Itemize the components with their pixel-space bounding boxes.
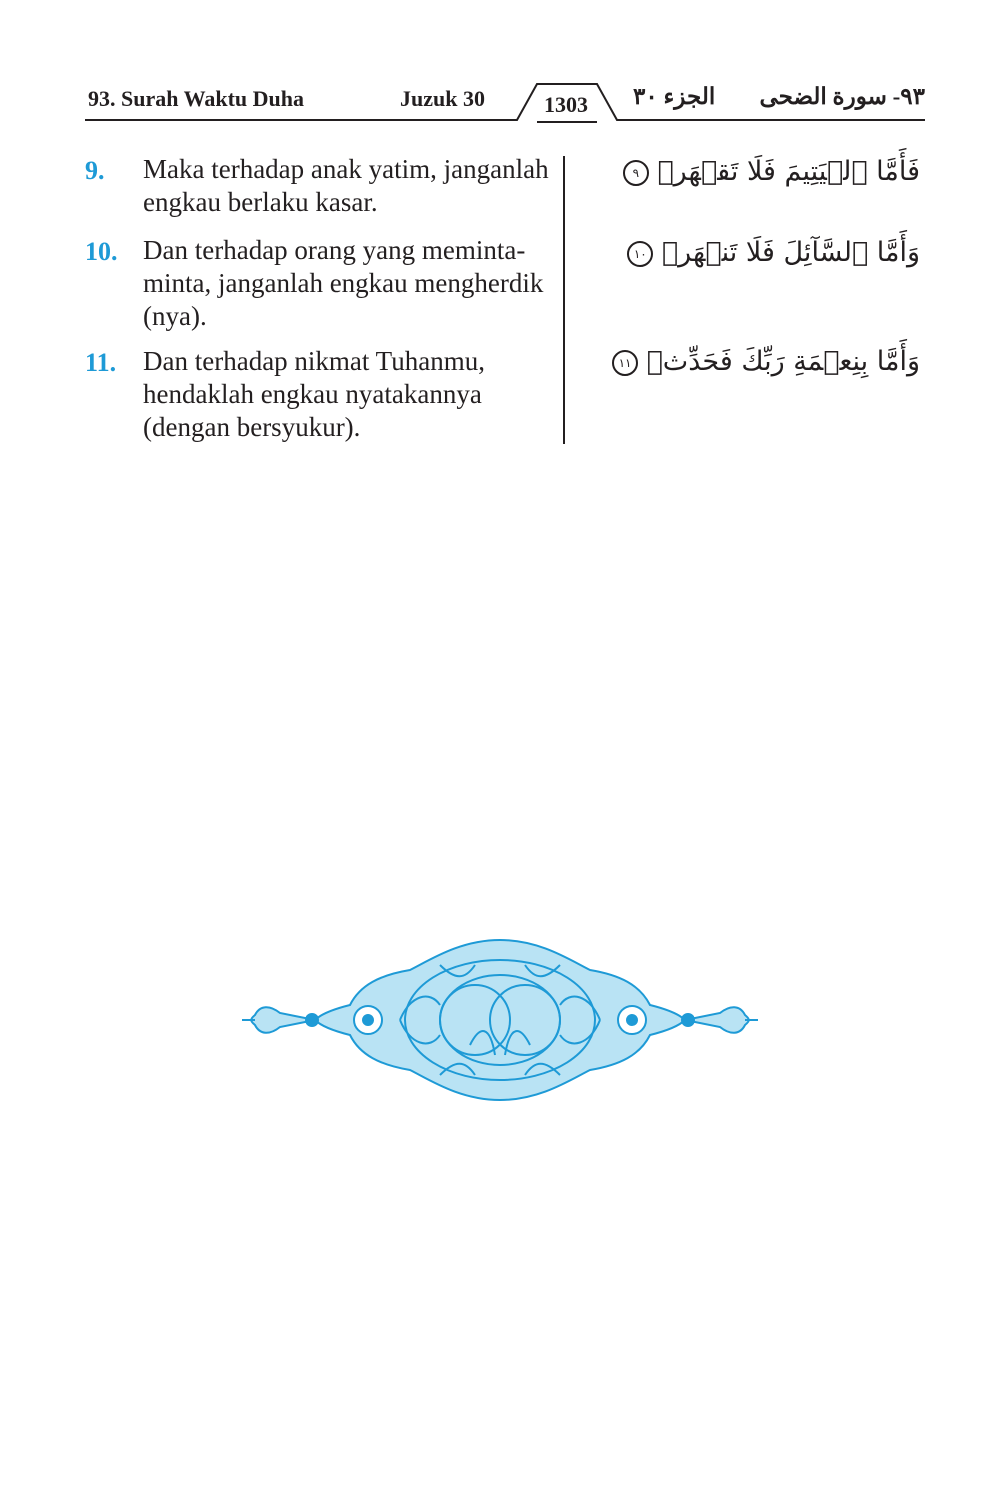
verse-arabic bbox=[621, 237, 920, 268]
verse-arabic bbox=[606, 346, 920, 377]
verse-arabic bbox=[617, 156, 920, 187]
ayah-marker-icon: ١١ bbox=[612, 350, 638, 376]
surah-title: 93. Surah Waktu Duha bbox=[88, 86, 305, 111]
ayah-marker-icon: ١٠ bbox=[627, 241, 653, 267]
floral-ornament-icon bbox=[240, 935, 760, 1105]
ayah-marker-icon: ٩ bbox=[623, 160, 649, 186]
juz-arabic: الجزء ٣٠ bbox=[633, 84, 716, 109]
verse-arabic-text: وَأَمَّا بِنِعۡمَةِ رَبِّكَ فَحَدِّثۡ bbox=[646, 346, 920, 377]
verse-arabic-text: وَأَمَّا ٱلسَّآئِلَ فَلَا تَنۡهَرۡ bbox=[661, 237, 920, 268]
surah-arabic-title: ٩٣- سورة الضحى bbox=[759, 84, 925, 109]
page-number: 1303 bbox=[544, 92, 588, 117]
column-divider bbox=[563, 156, 565, 444]
verse-arabic-text: فَأَمَّا ٱلۡيَتِيمَ فَلَا تَقۡهَرۡ bbox=[657, 156, 920, 187]
juzuk-label: Juzuk 30 bbox=[400, 86, 485, 111]
verse-translation: Dan terhadap nikmat Tuhanmu, hendaklah engkau nyatakannya (dengan bersyukur). bbox=[143, 346, 485, 442]
verse-number: 11. bbox=[85, 348, 117, 377]
verse-number: 10. bbox=[85, 237, 118, 266]
verse-translation: Maka terhadap anak yatim, janganlah engkau berlaku kasar. bbox=[143, 154, 549, 217]
page-header bbox=[85, 80, 925, 126]
verse-translation: Dan terhadap orang yang meminta-minta, janganlah engkau mengherdik (nya). bbox=[143, 235, 544, 331]
verse-number: 9. bbox=[85, 156, 105, 185]
